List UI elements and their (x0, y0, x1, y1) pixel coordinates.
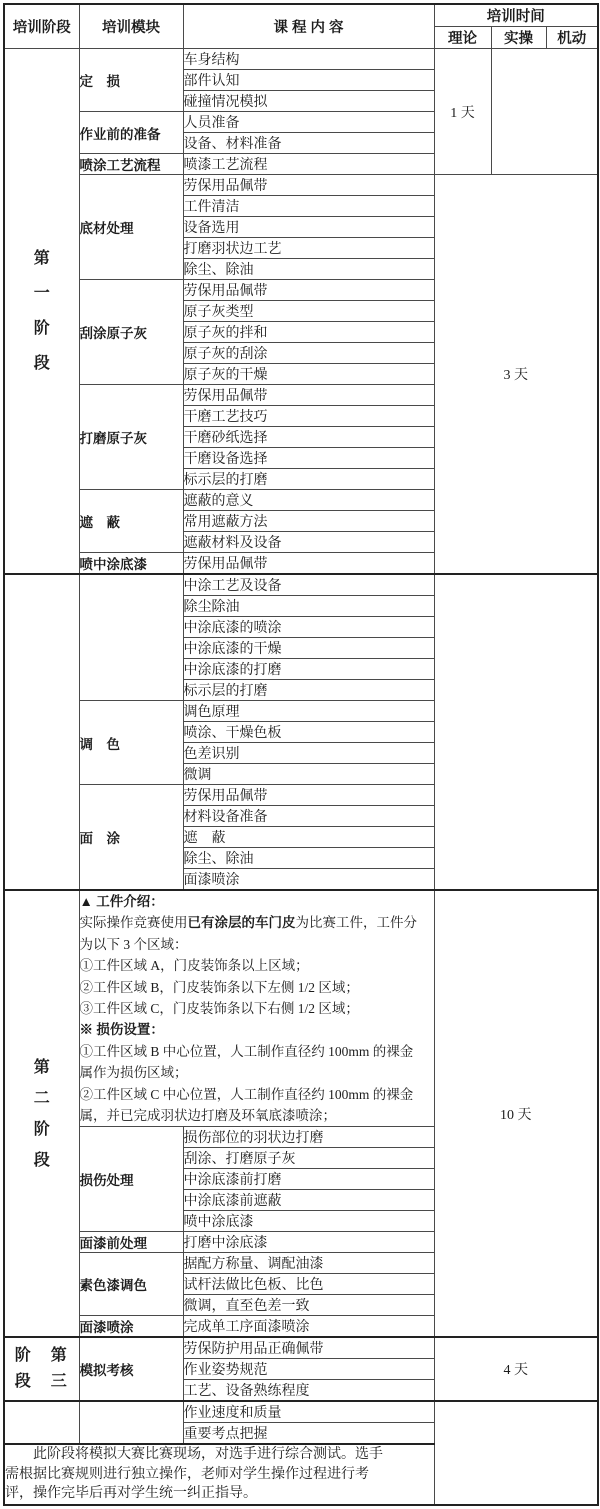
text-segment: 实际操作竞赛使用 (79, 915, 188, 931)
phase-char: 二 (33, 1089, 50, 1107)
module-cell: 喷涂工艺流程 (79, 154, 183, 175)
text-line (80, 955, 434, 976)
table-body (4, 49, 598, 1505)
course-cell: 微调，直至色差一致 (183, 1295, 434, 1316)
course-cell: 劳保防护用品正确佩带 (183, 1337, 434, 1359)
module-cell: 打磨原子灰 (79, 385, 183, 490)
course-cell: 原子灰类型 (183, 301, 434, 322)
course-cell: 劳保用品佩带 (183, 785, 434, 806)
header-cell: 培训模块 (79, 4, 183, 49)
course-cell: 材料设备准备 (183, 806, 434, 827)
course-cell: 刮涂、打磨原子灰 (183, 1148, 434, 1169)
course-cell: 中涂底漆前打磨 (183, 1169, 434, 1190)
course-cell: 常用遮蔽方法 (183, 511, 434, 532)
course-cell: 完成单工序面漆喷涂 (183, 1316, 434, 1338)
phase-char: 第 (33, 1058, 50, 1076)
text-line (5, 1369, 79, 1395)
text-line (5, 1465, 434, 1484)
time-cell: 4 天 (434, 1337, 598, 1401)
course-cell: 打磨羽状边工艺 (183, 238, 434, 259)
course-cell: 遮蔽的意义 (183, 490, 434, 511)
module-cell: 模拟考核 (79, 1337, 183, 1401)
schedule-table (3, 3, 599, 1506)
phase-cell (4, 1401, 79, 1444)
course-cell: 试杆法做比色板、比色 (183, 1274, 434, 1295)
module-cell: 定 损 (79, 49, 183, 112)
phase-char: 段 (33, 1151, 50, 1169)
text-segment: 属作为损伤区域； (79, 1065, 188, 1081)
text-line (80, 891, 434, 912)
course-cell: 干磨设备选择 (183, 448, 434, 469)
header-cell: 培训阶段 (4, 4, 79, 49)
module-cell: 面漆前处理 (79, 1232, 183, 1253)
module-cell: 作业前的准备 (79, 112, 183, 154)
header-cell: 培训时间 (434, 4, 598, 27)
module-cell: 面 涂 (79, 785, 183, 891)
course-cell: 设备、材料准备 (183, 133, 434, 154)
course-cell: 除尘、除油 (183, 848, 434, 869)
course-cell: 部件认知 (183, 70, 434, 91)
course-cell: 原子灰的拌和 (183, 322, 434, 343)
course-cell: 劳保用品佩带 (183, 385, 434, 406)
time-cell: 1 天 (434, 49, 491, 175)
text-segment: ②工件区域 B，门皮装饰条以下左侧 1/2 区域； (79, 979, 359, 995)
text-segment: ※ 损伤设置： (79, 1022, 164, 1038)
phase-cell (4, 1337, 79, 1401)
text-segment: 已有涂层的车门皮 (187, 915, 296, 931)
text-line (5, 1484, 434, 1503)
note-cell (4, 1444, 434, 1504)
course-cell: 中涂底漆的喷涂 (183, 617, 434, 638)
text-segment: 属，并已完成羽状边打磨及环氧底漆喷涂； (79, 1108, 336, 1124)
text-line (5, 1343, 79, 1369)
course-cell: 干磨砂纸选择 (183, 427, 434, 448)
module-cell (79, 574, 183, 701)
module-cell: 损伤处理 (79, 1127, 183, 1232)
phase-char: 阶 (33, 1120, 50, 1138)
text-segment: ②工件区域 C 中心位置，人工制作直径约 100mm 的裸金 (79, 1086, 414, 1102)
course-cell: 车身结构 (183, 49, 434, 70)
course-cell: 重要考点把握 (183, 1423, 434, 1445)
course-cell: 碰撞情况模拟 (183, 91, 434, 112)
course-cell: 打磨中涂底漆 (183, 1232, 434, 1253)
text-line (80, 934, 434, 955)
course-cell: 微调 (183, 764, 434, 785)
course-cell: 除尘、除油 (183, 259, 434, 280)
course-cell: 遮蔽材料及设备 (183, 532, 434, 553)
time-cell: 10 天 (434, 890, 598, 1337)
course-cell: 劳保用品佩带 (183, 175, 434, 196)
header-cell: 理论 (434, 27, 491, 49)
course-cell: 中涂底漆的打磨 (183, 659, 434, 680)
course-cell: 人员准备 (183, 112, 434, 133)
header-cell: 课 程 内 容 (183, 4, 434, 49)
module-cell: 底材处理 (79, 175, 183, 280)
time-cell (434, 574, 598, 890)
course-cell: 劳保用品佩带 (183, 553, 434, 575)
course-cell: 喷中涂底漆 (183, 1211, 434, 1232)
course-cell: 除尘除油 (183, 596, 434, 617)
time-cell: 3 天 (434, 175, 598, 575)
text-segment: 需根据比赛规则进行独立操作，老师对学生操作过程进行考 (5, 1466, 369, 1482)
phase-char: 一 (33, 285, 50, 302)
text-line (80, 977, 434, 998)
course-cell: 据配方称量、调配油漆 (183, 1253, 434, 1274)
phase-char: 段 (33, 355, 50, 372)
text-segment: 为比赛工件，工件分 (295, 915, 417, 931)
course-cell: 喷涂、干燥色板 (183, 722, 434, 743)
text-line (80, 998, 434, 1019)
module-cell: 面漆喷涂 (79, 1316, 183, 1338)
text-line (5, 1445, 434, 1464)
course-cell: 干磨工艺技巧 (183, 406, 434, 427)
course-cell: 色差识别 (183, 743, 434, 764)
module-cell: 喷中涂底漆 (79, 553, 183, 575)
text-segment: ①工件区域 B 中心位置，人工制作直径约 100mm 的裸金 (79, 1043, 414, 1059)
module-cell: 遮 蔽 (79, 490, 183, 553)
intro-text-cell (79, 890, 434, 1127)
text-segment: 阶 第 (14, 1347, 69, 1365)
course-cell: 遮 蔽 (183, 827, 434, 848)
text-segment: ▲ 工件介绍： (79, 894, 164, 909)
text-line (80, 1041, 434, 1062)
time-cell (434, 1401, 598, 1504)
header-cell: 实操 (491, 27, 546, 49)
text-line (80, 1084, 434, 1105)
table-header (4, 4, 598, 49)
header-cell: 机动 (546, 27, 598, 49)
course-cell: 标示层的打磨 (183, 469, 434, 490)
course-cell: 作业速度和质量 (183, 1401, 434, 1423)
course-cell: 中涂底漆前遮蔽 (183, 1190, 434, 1211)
text-line (80, 1105, 434, 1126)
phase-char: 阶 (33, 320, 50, 337)
text-line (80, 1019, 434, 1040)
text-line (80, 1062, 434, 1083)
time-cell (491, 49, 598, 175)
course-cell: 损伤部位的羽状边打磨 (183, 1127, 434, 1148)
module-cell: 素色漆调色 (79, 1253, 183, 1316)
module-cell (79, 1401, 183, 1444)
text-segment: 段 三 (14, 1373, 69, 1391)
phase-char: 第 (33, 250, 50, 267)
course-cell: 中涂底漆的干燥 (183, 638, 434, 659)
course-cell: 原子灰的干燥 (183, 364, 434, 385)
text-segment: ①工件区域 A，门皮装饰条以上区域； (79, 958, 309, 974)
course-cell: 面漆喷涂 (183, 869, 434, 891)
phase-cell (4, 574, 79, 890)
module-cell: 调 色 (79, 701, 183, 785)
course-cell: 原子灰的刮涂 (183, 343, 434, 364)
text-segment: 为以下 3 个区域： (79, 936, 188, 952)
course-cell: 工艺、设备熟练程度 (183, 1380, 434, 1402)
course-cell: 劳保用品佩带 (183, 280, 434, 301)
text-line (80, 912, 434, 933)
course-cell: 中涂工艺及设备 (183, 574, 434, 596)
phase-cell (4, 49, 79, 575)
course-cell: 设备选用 (183, 217, 434, 238)
course-cell: 调色原理 (183, 701, 434, 722)
text-segment: ③工件区域 C，门皮装饰条以下右侧 1/2 区域； (79, 1001, 359, 1017)
phase-cell (4, 890, 79, 1337)
text-segment: 评，操作完毕后再对学生统一纠正指导。 (5, 1486, 257, 1502)
course-cell: 作业姿势规范 (183, 1359, 434, 1380)
course-cell: 喷漆工艺流程 (183, 154, 434, 175)
course-cell: 工件清洁 (183, 196, 434, 217)
course-cell: 标示层的打磨 (183, 680, 434, 701)
text-segment: 此阶段将模拟大赛比赛现场，对选手进行综合测试。选手 (33, 1447, 383, 1463)
module-cell: 刮涂原子灰 (79, 280, 183, 385)
